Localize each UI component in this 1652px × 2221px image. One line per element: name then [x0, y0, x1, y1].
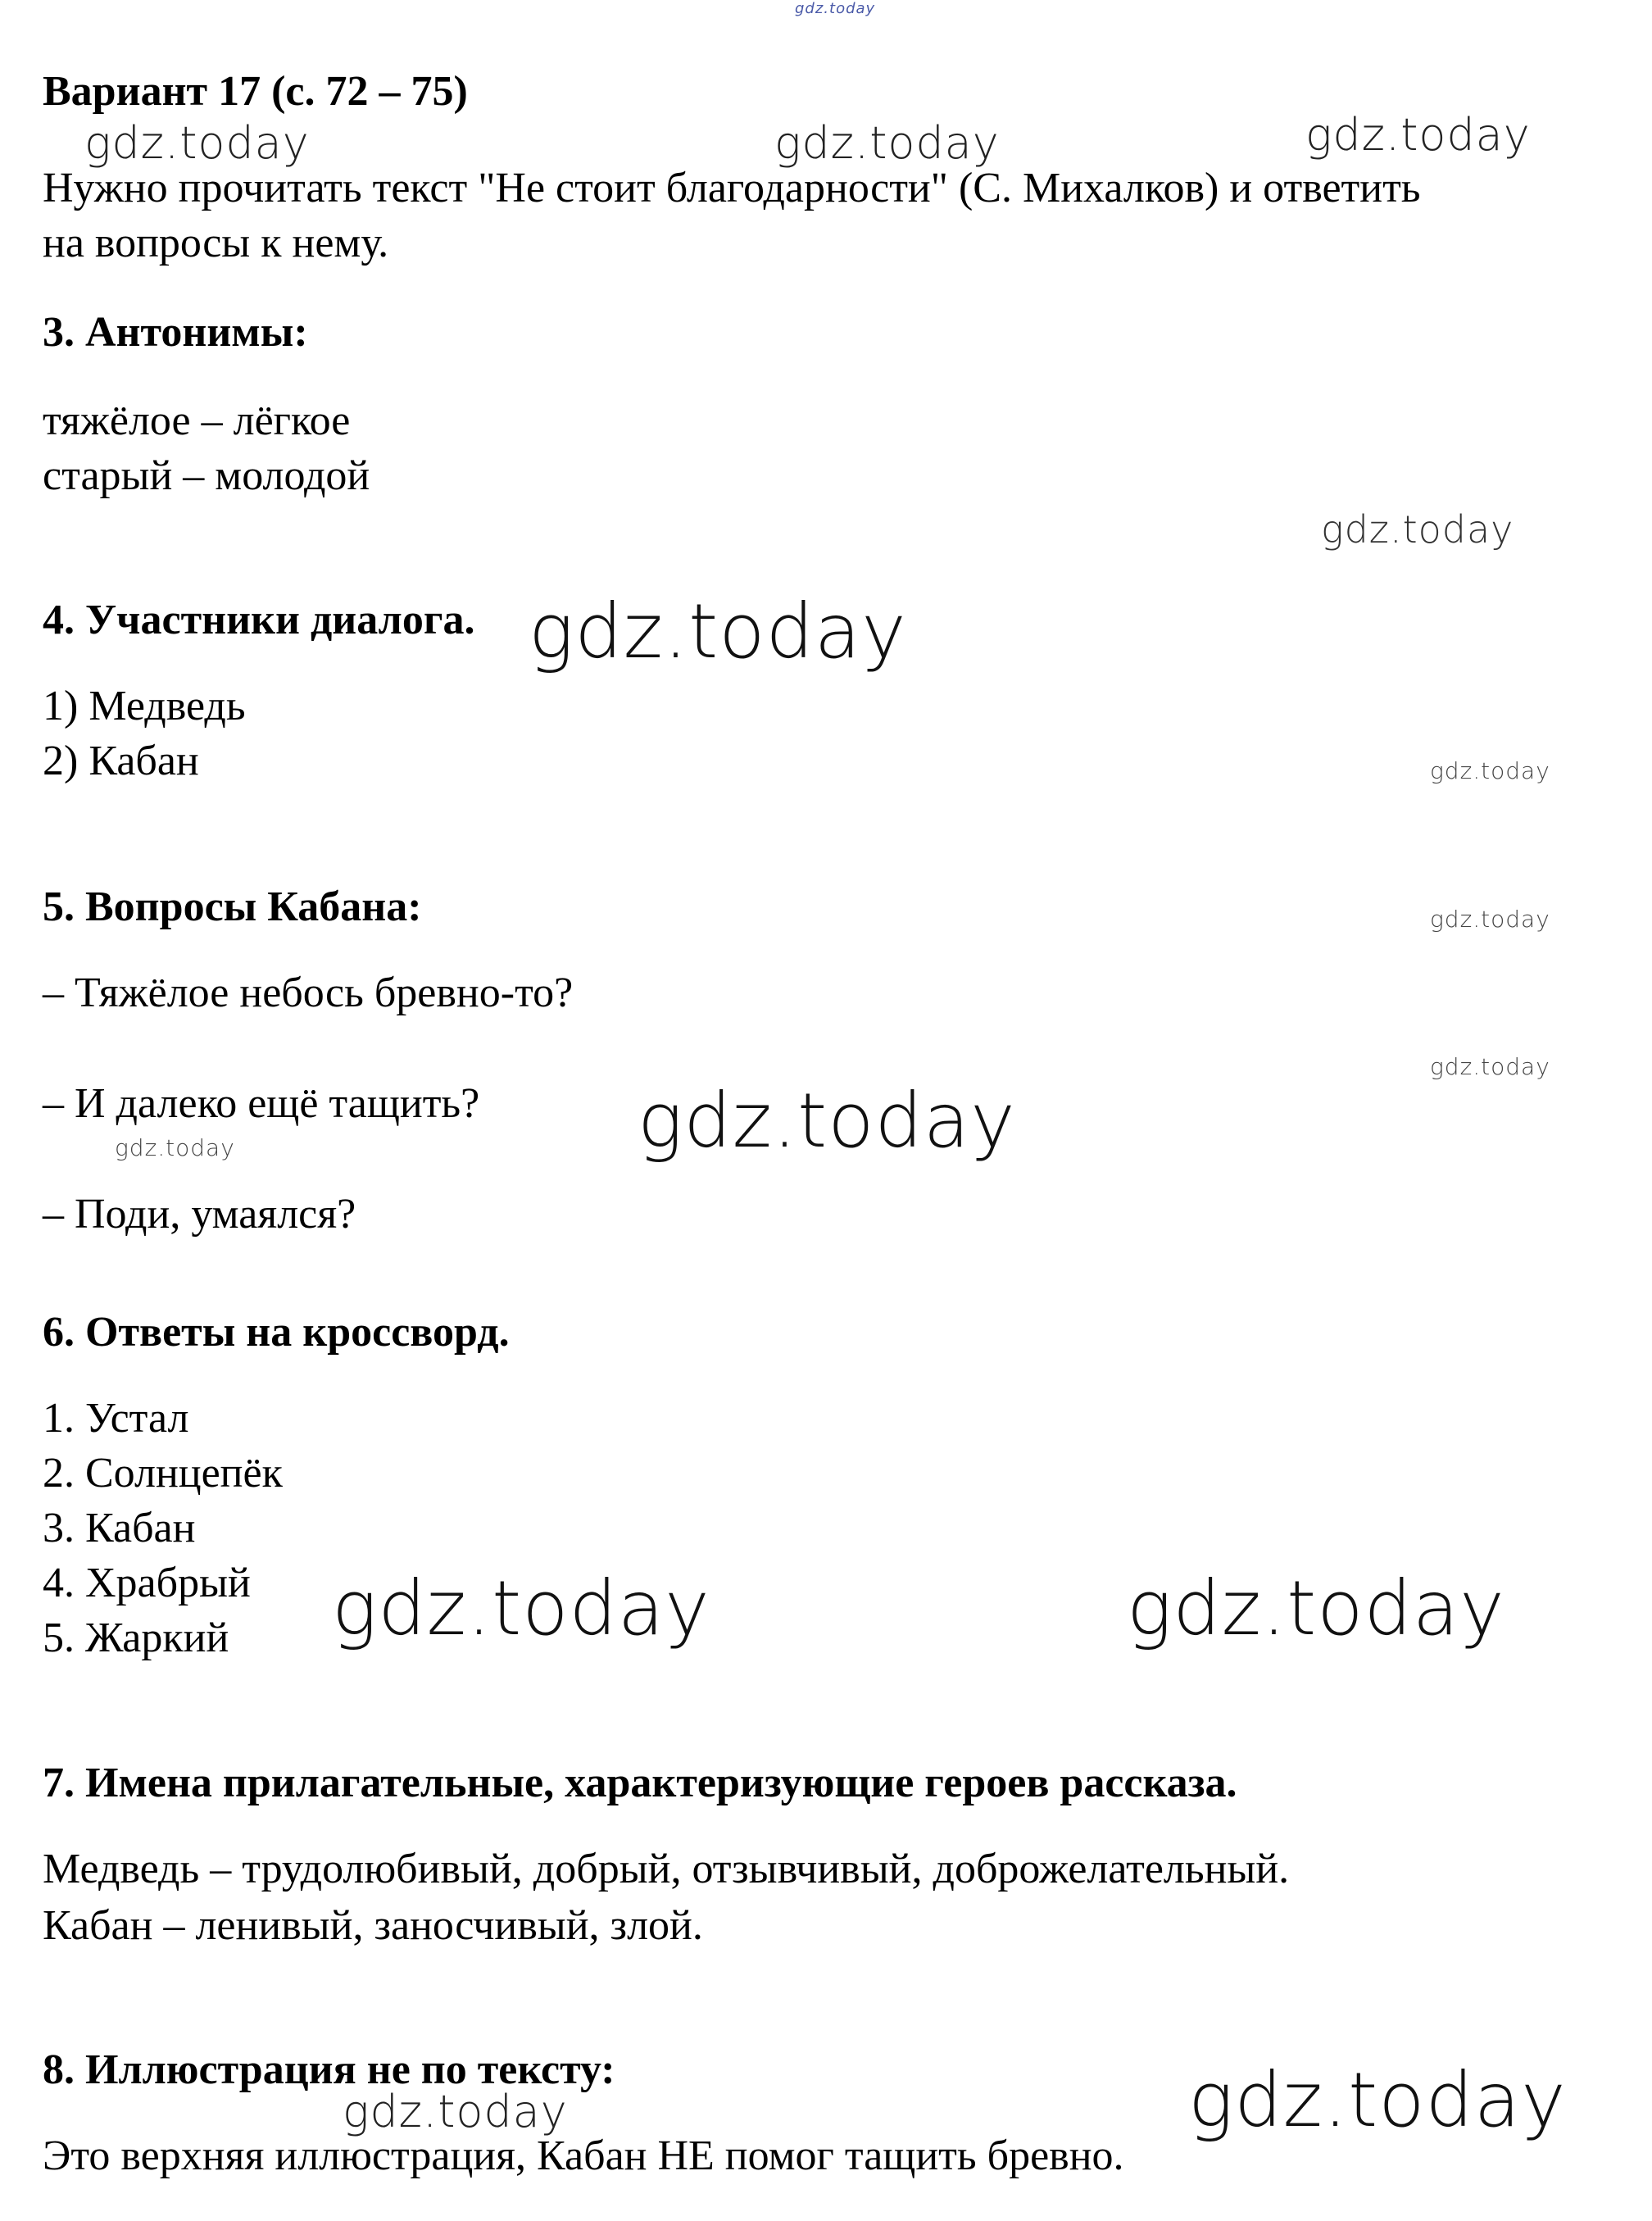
watermark: gdz.today	[1430, 906, 1550, 933]
antonym-line-1: тяжёлое – лёгкое	[43, 397, 351, 444]
watermark: gdz.today	[529, 588, 907, 675]
watermark: gdz.today	[638, 1077, 1016, 1165]
watermark: gdz.today	[1127, 1565, 1505, 1652]
watermark: gdz.today	[343, 2086, 568, 2137]
crossword-answer-3: 3. Кабан	[43, 1505, 196, 1551]
adjectives-boar: Кабан – ленивый, заносчивый, злой.	[43, 1902, 703, 1949]
illustration-answer: Это верхняя иллюстрация, Кабан НЕ помог тащить бревно.	[43, 2132, 1124, 2179]
watermark: gdz.today	[1321, 507, 1514, 552]
crossword-answer-2: 2. Солнцепёк	[43, 1450, 283, 1497]
watermark: gdz.today	[332, 1565, 710, 1652]
section-heading-5: 5. Вопросы Кабана:	[43, 883, 422, 930]
intro-line-2: на вопросы к нему.	[43, 220, 389, 266]
section-heading-6: 6. Ответы на кроссворд.	[43, 1309, 510, 1356]
crossword-answer-1: 1. Устал	[43, 1395, 189, 1442]
participant-1: 1) Медведь	[43, 683, 246, 729]
section-heading-4: 4. Участники диалога.	[43, 597, 475, 643]
participant-2: 2) Кабан	[43, 738, 199, 784]
watermark: gdz.today	[1305, 109, 1531, 161]
watermark: gdz.today	[84, 117, 310, 169]
crossword-answer-5: 5. Жаркий	[43, 1615, 229, 1661]
question-3: – Поди, умаялся?	[43, 1191, 356, 1238]
watermark: gdz.today	[1188, 2056, 1567, 2144]
adjectives-bear: Медведь – трудолюбивый, добрый, отзывчивый, доброжелательный.	[43, 1846, 1290, 1892]
question-2: – И далеко ещё тащить?	[43, 1080, 480, 1127]
watermark: gdz.today	[774, 117, 1000, 169]
page-title: Вариант 17 (с. 72 – 75)	[43, 68, 468, 115]
watermark: gdz.today	[1430, 757, 1550, 784]
section-heading-8: 8. Иллюстрация не по тексту:	[43, 2046, 615, 2093]
question-1: – Тяжёлое небось бревно-то?	[43, 970, 574, 1016]
crossword-answer-4: 4. Храбрый	[43, 1560, 251, 1606]
watermark-logo: gdz.today	[795, 0, 876, 17]
watermark: gdz.today	[1430, 1053, 1550, 1080]
section-heading-7: 7. Имена прилагательные, характеризующие героев рассказа.	[43, 1760, 1237, 1806]
watermark: gdz.today	[115, 1134, 235, 1161]
antonym-line-2: старый – молодой	[43, 452, 370, 499]
intro-line-1: Нужно прочитать текст "Не стоит благодарности" (С. Михалков) и ответить	[43, 165, 1421, 211]
section-heading-3: 3. Антонимы:	[43, 309, 308, 356]
